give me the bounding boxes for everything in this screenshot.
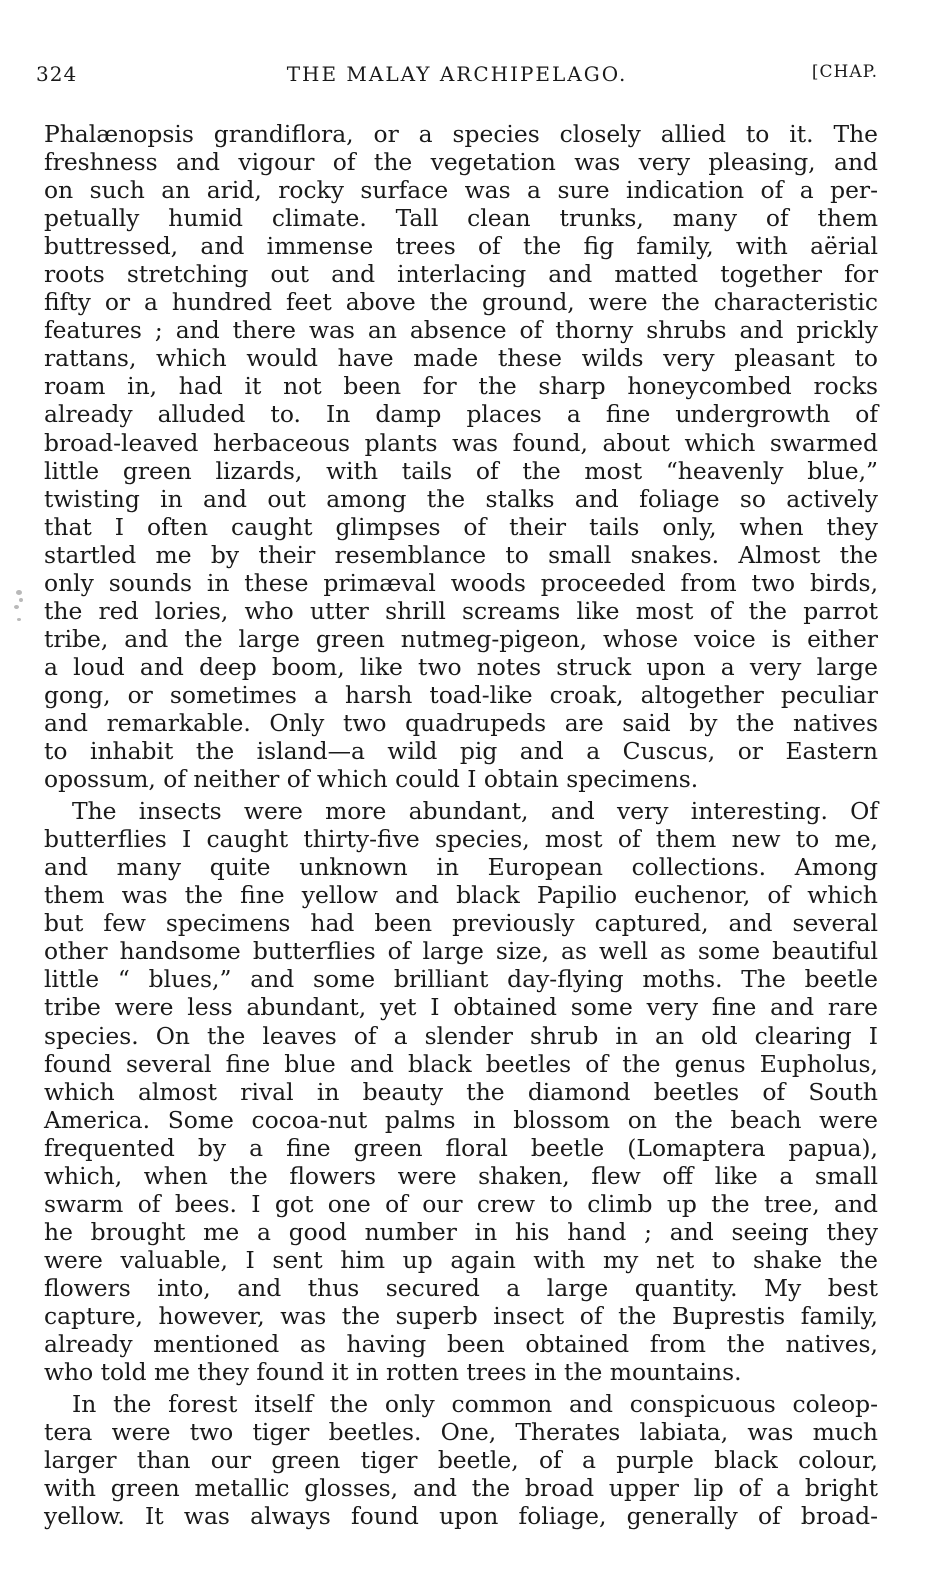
text-line: little green lizards, with tails of the most “heavenly blue,” bbox=[44, 456, 878, 485]
page-number: 324 bbox=[36, 62, 78, 86]
ink-smudge bbox=[14, 588, 24, 628]
book-title: THE MALAY ARCHIPELAGO. bbox=[286, 62, 628, 86]
text-line: only sounds in these primæval woods proceeded from two birds, bbox=[44, 568, 878, 597]
text-line: the red lories, who utter shrill screams like most of the parrot bbox=[44, 596, 878, 625]
text-line: rattans, which would have made these wilds very pleasant to bbox=[44, 344, 878, 373]
paragraph bbox=[44, 1390, 878, 1530]
text-line: species. On the leaves of a slender shrub in an old clearing I bbox=[44, 1021, 878, 1050]
text-line: Phalænopsis grandiflora, or a species closely allied to it. The bbox=[44, 120, 878, 148]
text-line: capture, however, was the superb insect of the Buprestis family, bbox=[44, 1301, 878, 1330]
paragraph bbox=[44, 120, 878, 793]
text-line: swarm of bees. I got one of our crew to climb up the tree, and bbox=[44, 1189, 878, 1218]
text-line: frequented by a fine green floral beetle (Lomaptera papua), bbox=[44, 1133, 878, 1162]
text-line: petually humid climate. Tall clean trunks, many of them bbox=[44, 204, 878, 233]
text-line: and remarkable. Only two quadrupeds are said by the natives bbox=[44, 708, 878, 737]
paragraph bbox=[44, 797, 878, 1386]
text-line: startled me by their resemblance to small snakes. Almost the bbox=[44, 540, 878, 569]
text-line: found several fine blue and black beetles of the genus Eupholus, bbox=[44, 1049, 878, 1078]
chapter-mark: [CHAP. bbox=[811, 62, 878, 82]
text-line: America. Some cocoa-nut palms in blossom on the beach were bbox=[44, 1105, 878, 1134]
text-line: fifty or a hundred feet above the ground, were the characteristic bbox=[44, 288, 878, 317]
text-line: tera were two tiger beetles. One, Therates labiata, was much bbox=[44, 1418, 878, 1447]
text-line: roots stretching out and interlacing and matted together for bbox=[44, 260, 878, 289]
text-line: little “ blues,” and some brilliant day-flying moths. The beetle bbox=[44, 965, 878, 994]
text-line: tribe were less abundant, yet I obtained some very fine and rare bbox=[44, 993, 878, 1022]
text-line: which, when the flowers were shaken, flew off like a small bbox=[44, 1161, 878, 1190]
text-line: In the forest itself the only common and conspicuous coleop- bbox=[72, 1390, 878, 1419]
body-text bbox=[44, 120, 878, 1530]
text-line: but few specimens had been previously captured, and several bbox=[44, 909, 878, 938]
text-line: them was the fine yellow and black Papilio euchenor, of which bbox=[44, 881, 878, 910]
text-line: with green metallic glosses, and the broad upper lip of a bright bbox=[44, 1474, 878, 1503]
text-line: yellow. It was always found upon foliage, generally of broad- bbox=[44, 1502, 878, 1531]
text-line: on such an arid, rocky surface was a sure indication of a per- bbox=[44, 176, 878, 205]
text-line: already alluded to. In damp places a fine undergrowth of bbox=[44, 400, 878, 429]
text-line: freshness and vigour of the vegetation was very pleasing, and bbox=[44, 148, 878, 177]
text-line: twisting in and out among the stalks and foliage so actively bbox=[44, 484, 878, 513]
text-line: a loud and deep boom, like two notes struck upon a very large bbox=[44, 652, 878, 681]
text-line: he brought me a good number in his hand ; and seeing they bbox=[44, 1217, 878, 1246]
text-line: butterflies I caught thirty-five species, most of them new to me, bbox=[44, 825, 878, 854]
text-line: The insects were more abundant, and very interesting. Of bbox=[72, 797, 878, 826]
text-line: tribe, and the large green nutmeg-pigeon, whose voice is either bbox=[44, 624, 878, 653]
text-line: who told me they found it in rotten trees in the mountains. bbox=[44, 1358, 742, 1387]
text-line: larger than our green tiger beetle, of a purple black colour, bbox=[44, 1446, 878, 1475]
text-line: to inhabit the island—a wild pig and a Cuscus, or Eastern bbox=[44, 737, 878, 766]
text-line: buttressed, and immense trees of the fig family, with aërial bbox=[44, 232, 878, 261]
text-line: that I often caught glimpses of their tails only, when they bbox=[44, 512, 878, 541]
text-line: other handsome butterflies of large size, as well as some beautiful bbox=[44, 937, 878, 966]
text-line: flowers into, and thus secured a large quantity. My best bbox=[44, 1273, 878, 1302]
text-line: features ; and there was an absence of thorny shrubs and prickly bbox=[44, 316, 878, 345]
running-header bbox=[36, 62, 878, 92]
text-line: broad-leaved herbaceous plants was found, about which swarmed bbox=[44, 428, 878, 457]
text-line: gong, or sometimes a harsh toad-like croak, altogether peculiar bbox=[44, 680, 878, 709]
text-line: roam in, had it not been for the sharp honeycombed rocks bbox=[44, 372, 878, 401]
text-line: already mentioned as having been obtained from the natives, bbox=[44, 1330, 878, 1359]
text-line: opossum, of neither of which could I obtain specimens. bbox=[44, 765, 699, 794]
text-line: and many quite unknown in European collections. Among bbox=[44, 853, 878, 882]
text-line: were valuable, I sent him up again with my net to shake the bbox=[44, 1245, 878, 1274]
text-line: which almost rival in beauty the diamond beetles of South bbox=[44, 1077, 878, 1106]
